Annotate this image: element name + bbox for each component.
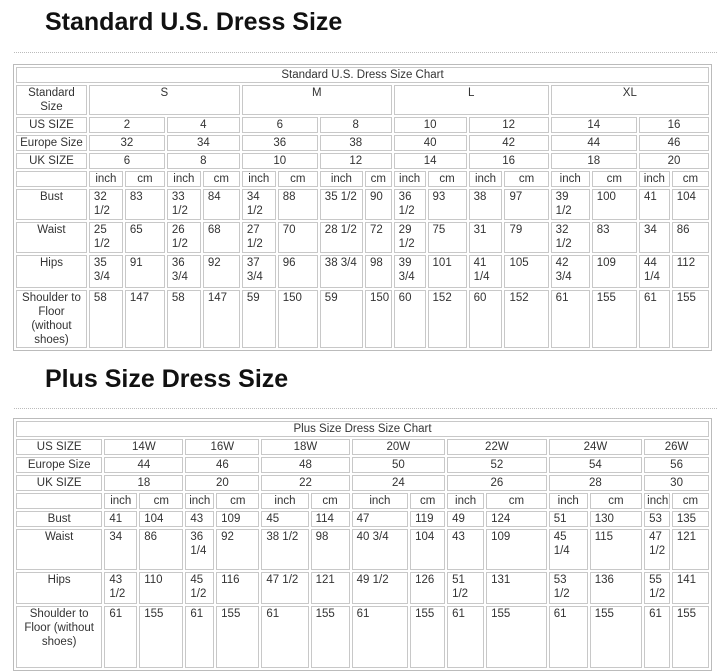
measurement-value: 47 1/2 bbox=[261, 572, 308, 604]
measurement-value: 112 bbox=[672, 255, 709, 288]
measurement-value: 58 bbox=[89, 290, 123, 348]
uk-size-value: 26 bbox=[447, 475, 547, 491]
uk-size-row bbox=[16, 475, 709, 491]
measurement-value: 51 1/2 bbox=[447, 572, 484, 604]
unit-cm: cm bbox=[311, 493, 350, 509]
unit-inch: inch bbox=[185, 493, 214, 509]
measurement-label: Hips bbox=[16, 572, 102, 604]
measurement-value: 29 1/2 bbox=[394, 222, 426, 253]
us-size-value: 26W bbox=[644, 439, 709, 455]
measurement-value: 155 bbox=[410, 606, 445, 668]
eu-size-value: 36 bbox=[242, 135, 318, 151]
measurement-row bbox=[16, 189, 709, 220]
measurement-value: 61 bbox=[447, 606, 484, 668]
measurement-value: 105 bbox=[504, 255, 548, 288]
unit-cm: cm bbox=[504, 171, 548, 187]
measurement-row bbox=[16, 222, 709, 253]
unit-cm: cm bbox=[486, 493, 547, 509]
us-size-value: 14 bbox=[551, 117, 637, 133]
measurement-label: Hips bbox=[16, 255, 87, 288]
measurement-value: 155 bbox=[486, 606, 547, 668]
uk-size-value: 12 bbox=[320, 153, 392, 169]
measurement-row bbox=[16, 511, 709, 527]
eu-size-value: 56 bbox=[644, 457, 709, 473]
standard-size-heading: Standard U.S. Dress Size bbox=[45, 8, 343, 36]
eu-size-value: 48 bbox=[261, 457, 349, 473]
unit-cm: cm bbox=[278, 171, 318, 187]
unit-cm: cm bbox=[203, 171, 240, 187]
uk-size-value: 24 bbox=[352, 475, 445, 491]
caption-row bbox=[16, 67, 709, 83]
measurement-value: 88 bbox=[278, 189, 318, 220]
divider bbox=[14, 408, 717, 409]
measurement-value: 53 1/2 bbox=[549, 572, 588, 604]
measurement-value: 59 bbox=[242, 290, 276, 348]
unit-inch: inch bbox=[242, 171, 276, 187]
unit-inch: inch bbox=[394, 171, 426, 187]
us-size-label: US SIZE bbox=[16, 117, 87, 133]
measurement-value: 83 bbox=[592, 222, 637, 253]
us-size-value: 8 bbox=[320, 117, 392, 133]
measurement-value: 40 3/4 bbox=[352, 529, 409, 570]
uk-size-value: 18 bbox=[551, 153, 637, 169]
eu-size-value: 50 bbox=[352, 457, 445, 473]
measurement-value: 155 bbox=[592, 290, 637, 348]
measurement-value: 42 3/4 bbox=[551, 255, 590, 288]
uk-size-value: 14 bbox=[394, 153, 467, 169]
measurement-value: 109 bbox=[216, 511, 259, 527]
measurement-value: 41 1/4 bbox=[469, 255, 503, 288]
measurement-label: Shoulder to Floor (without shoes) bbox=[16, 290, 87, 348]
measurement-value: 43 1/2 bbox=[104, 572, 137, 604]
measurement-value: 124 bbox=[486, 511, 547, 527]
standard-size-label: Standard Size bbox=[16, 85, 87, 115]
measurement-value: 61 bbox=[261, 606, 308, 668]
chart-caption: Standard U.S. Dress Size Chart bbox=[16, 67, 709, 83]
eu-size-value: 52 bbox=[447, 457, 547, 473]
eu-size-value: 34 bbox=[167, 135, 240, 151]
caption-row bbox=[16, 421, 709, 437]
measurement-value: 150 bbox=[278, 290, 318, 348]
measurement-value: 97 bbox=[504, 189, 548, 220]
measurement-value: 130 bbox=[590, 511, 642, 527]
measurement-value: 92 bbox=[203, 255, 240, 288]
unit-inch: inch bbox=[447, 493, 484, 509]
unit-cm: cm bbox=[139, 493, 183, 509]
measurement-value: 155 bbox=[672, 290, 709, 348]
measurement-value: 38 3/4 bbox=[320, 255, 363, 288]
eu-size-value: 46 bbox=[185, 457, 259, 473]
uk-size-value: 16 bbox=[469, 153, 549, 169]
measurement-row bbox=[16, 572, 709, 604]
chart-caption: Plus Size Dress Size Chart bbox=[16, 421, 709, 437]
eu-size-row bbox=[16, 135, 709, 151]
measurement-value: 135 bbox=[672, 511, 709, 527]
us-size-row bbox=[16, 117, 709, 133]
measurement-value: 75 bbox=[428, 222, 467, 253]
eu-size-label: Europe Size bbox=[16, 457, 102, 473]
measurement-value: 31 bbox=[469, 222, 503, 253]
measurement-value: 65 bbox=[125, 222, 165, 253]
measurement-value: 61 bbox=[549, 606, 588, 668]
measurement-row bbox=[16, 290, 709, 348]
measurement-value: 68 bbox=[203, 222, 240, 253]
measurement-value: 45 1/2 bbox=[185, 572, 214, 604]
measurement-value: 119 bbox=[410, 511, 445, 527]
measurement-value: 43 bbox=[447, 529, 484, 570]
measurement-value: 47 bbox=[352, 511, 409, 527]
us-size-value: 24W bbox=[549, 439, 642, 455]
unit-row bbox=[16, 171, 709, 187]
measurement-value: 45 1/4 bbox=[549, 529, 588, 570]
measurement-value: 51 bbox=[549, 511, 588, 527]
standard-size-chart bbox=[13, 64, 712, 351]
measurement-value: 147 bbox=[125, 290, 165, 348]
measurement-value: 114 bbox=[311, 511, 350, 527]
us-size-value: 16 bbox=[639, 117, 709, 133]
measurement-value: 47 1/2 bbox=[644, 529, 670, 570]
plus-size-heading: Plus Size Dress Size bbox=[45, 365, 289, 393]
measurement-value: 152 bbox=[504, 290, 548, 348]
measurement-value: 92 bbox=[216, 529, 259, 570]
measurement-value: 39 1/2 bbox=[551, 189, 590, 220]
measurement-value: 86 bbox=[672, 222, 709, 253]
measurement-value: 109 bbox=[486, 529, 547, 570]
measurement-label: Shoulder to Floor (without shoes) bbox=[16, 606, 102, 668]
eu-size-value: 44 bbox=[551, 135, 637, 151]
measurement-value: 32 1/2 bbox=[551, 222, 590, 253]
measurement-label: Waist bbox=[16, 529, 102, 570]
eu-size-label: Europe Size bbox=[16, 135, 87, 151]
measurement-value: 28 1/2 bbox=[320, 222, 363, 253]
measurement-label: Bust bbox=[16, 511, 102, 527]
unit-row bbox=[16, 493, 709, 509]
measurement-value: 136 bbox=[590, 572, 642, 604]
us-size-value: 10 bbox=[394, 117, 467, 133]
measurement-value: 39 3/4 bbox=[394, 255, 426, 288]
eu-size-value: 32 bbox=[89, 135, 165, 151]
measurement-value: 98 bbox=[365, 255, 392, 288]
unit-cm: cm bbox=[125, 171, 165, 187]
divider bbox=[14, 52, 717, 53]
measurement-value: 101 bbox=[428, 255, 467, 288]
eu-size-row bbox=[16, 457, 709, 473]
uk-size-value: 20 bbox=[639, 153, 709, 169]
measurement-value: 41 bbox=[104, 511, 137, 527]
measurement-value: 155 bbox=[311, 606, 350, 668]
measurement-value: 104 bbox=[139, 511, 183, 527]
measurement-value: 26 1/2 bbox=[167, 222, 201, 253]
measurement-value: 55 1/2 bbox=[644, 572, 670, 604]
unit-inch: inch bbox=[551, 171, 590, 187]
measurement-value: 83 bbox=[125, 189, 165, 220]
measurement-value: 104 bbox=[672, 189, 709, 220]
measurement-value: 25 1/2 bbox=[89, 222, 123, 253]
letter-size: M bbox=[242, 85, 392, 115]
measurement-value: 115 bbox=[590, 529, 642, 570]
letter-size: S bbox=[89, 85, 240, 115]
measurement-row bbox=[16, 606, 709, 668]
measurement-row bbox=[16, 529, 709, 570]
measurement-value: 33 1/2 bbox=[167, 189, 201, 220]
us-size-label: US SIZE bbox=[16, 439, 102, 455]
measurement-value: 41 bbox=[639, 189, 670, 220]
unit-inch: inch bbox=[469, 171, 503, 187]
unit-cm: cm bbox=[672, 171, 709, 187]
measurement-value: 98 bbox=[311, 529, 350, 570]
us-size-value: 16W bbox=[185, 439, 259, 455]
us-size-value: 4 bbox=[167, 117, 240, 133]
measurement-value: 109 bbox=[592, 255, 637, 288]
measurement-value: 32 1/2 bbox=[89, 189, 123, 220]
uk-size-label: UK SIZE bbox=[16, 153, 87, 169]
measurement-value: 70 bbox=[278, 222, 318, 253]
measurement-value: 61 bbox=[104, 606, 137, 668]
measurement-value: 38 1/2 bbox=[261, 529, 308, 570]
measurement-value: 155 bbox=[590, 606, 642, 668]
measurement-value: 116 bbox=[216, 572, 259, 604]
measurement-row bbox=[16, 255, 709, 288]
unit-inch: inch bbox=[352, 493, 409, 509]
measurement-value: 93 bbox=[428, 189, 467, 220]
measurement-value: 141 bbox=[672, 572, 709, 604]
measurement-value: 72 bbox=[365, 222, 392, 253]
measurement-value: 49 bbox=[447, 511, 484, 527]
measurement-value: 36 1/2 bbox=[394, 189, 426, 220]
measurement-value: 45 bbox=[261, 511, 308, 527]
measurement-value: 104 bbox=[410, 529, 445, 570]
measurement-value: 27 1/2 bbox=[242, 222, 276, 253]
measurement-value: 84 bbox=[203, 189, 240, 220]
unit-cm: cm bbox=[428, 171, 467, 187]
measurement-value: 35 1/2 bbox=[320, 189, 363, 220]
unit-cm: cm bbox=[590, 493, 642, 509]
measurement-value: 61 bbox=[551, 290, 590, 348]
measurement-value: 96 bbox=[278, 255, 318, 288]
uk-size-value: 20 bbox=[185, 475, 259, 491]
measurement-value: 60 bbox=[469, 290, 503, 348]
uk-size-value: 22 bbox=[261, 475, 349, 491]
unit-inch: inch bbox=[89, 171, 123, 187]
us-size-value: 18W bbox=[261, 439, 349, 455]
letter-size: XL bbox=[551, 85, 709, 115]
uk-size-value: 6 bbox=[89, 153, 165, 169]
us-size-value: 22W bbox=[447, 439, 547, 455]
eu-size-value: 54 bbox=[549, 457, 642, 473]
measurement-label: Waist bbox=[16, 222, 87, 253]
us-size-value: 6 bbox=[242, 117, 318, 133]
uk-size-value: 8 bbox=[167, 153, 240, 169]
unit-cm: cm bbox=[410, 493, 445, 509]
measurement-value: 90 bbox=[365, 189, 392, 220]
measurement-value: 100 bbox=[592, 189, 637, 220]
measurement-value: 34 1/2 bbox=[242, 189, 276, 220]
uk-size-label: UK SIZE bbox=[16, 475, 102, 491]
unit-cm: cm bbox=[672, 493, 709, 509]
measurement-value: 58 bbox=[167, 290, 201, 348]
measurement-value: 91 bbox=[125, 255, 165, 288]
eu-size-value: 40 bbox=[394, 135, 467, 151]
unit-inch: inch bbox=[167, 171, 201, 187]
unit-inch: inch bbox=[644, 493, 670, 509]
unit-inch: inch bbox=[320, 171, 363, 187]
measurement-value: 155 bbox=[672, 606, 709, 668]
measurement-value: 53 bbox=[644, 511, 670, 527]
unit-inch: inch bbox=[261, 493, 308, 509]
measurement-value: 34 bbox=[639, 222, 670, 253]
measurement-value: 131 bbox=[486, 572, 547, 604]
measurement-value: 34 bbox=[104, 529, 137, 570]
measurement-label: Bust bbox=[16, 189, 87, 220]
measurement-value: 61 bbox=[352, 606, 409, 668]
measurement-value: 38 bbox=[469, 189, 503, 220]
unit-cm: cm bbox=[592, 171, 637, 187]
measurement-value: 147 bbox=[203, 290, 240, 348]
us-size-value: 12 bbox=[469, 117, 549, 133]
us-size-value: 20W bbox=[352, 439, 445, 455]
unit-inch: inch bbox=[549, 493, 588, 509]
eu-size-value: 42 bbox=[469, 135, 549, 151]
measurement-value: 59 bbox=[320, 290, 363, 348]
measurement-value: 121 bbox=[672, 529, 709, 570]
measurement-value: 44 1/4 bbox=[639, 255, 670, 288]
measurement-value: 110 bbox=[139, 572, 183, 604]
unit-inch: inch bbox=[104, 493, 137, 509]
uk-size-value: 28 bbox=[549, 475, 642, 491]
measurement-value: 36 3/4 bbox=[167, 255, 201, 288]
measurement-value: 121 bbox=[311, 572, 350, 604]
unit-cm: cm bbox=[216, 493, 259, 509]
unit-row-blank bbox=[16, 171, 87, 187]
unit-inch: inch bbox=[639, 171, 670, 187]
unit-row-blank bbox=[16, 493, 102, 509]
measurement-value: 79 bbox=[504, 222, 548, 253]
uk-size-row bbox=[16, 153, 709, 169]
measurement-value: 49 1/2 bbox=[352, 572, 409, 604]
us-size-row bbox=[16, 439, 709, 455]
measurement-value: 61 bbox=[639, 290, 670, 348]
us-size-value: 14W bbox=[104, 439, 183, 455]
measurement-value: 61 bbox=[644, 606, 670, 668]
measurement-value: 43 bbox=[185, 511, 214, 527]
measurement-value: 155 bbox=[139, 606, 183, 668]
measurement-value: 61 bbox=[185, 606, 214, 668]
uk-size-value: 10 bbox=[242, 153, 318, 169]
measurement-value: 60 bbox=[394, 290, 426, 348]
measurement-value: 86 bbox=[139, 529, 183, 570]
eu-size-value: 38 bbox=[320, 135, 392, 151]
measurement-value: 37 3/4 bbox=[242, 255, 276, 288]
measurement-value: 126 bbox=[410, 572, 445, 604]
eu-size-value: 46 bbox=[639, 135, 709, 151]
unit-cm: cm bbox=[365, 171, 392, 187]
us-size-value: 2 bbox=[89, 117, 165, 133]
measurement-value: 35 3/4 bbox=[89, 255, 123, 288]
eu-size-value: 44 bbox=[104, 457, 183, 473]
measurement-value: 152 bbox=[428, 290, 467, 348]
uk-size-value: 30 bbox=[644, 475, 709, 491]
measurement-value: 155 bbox=[216, 606, 259, 668]
letter-size: L bbox=[394, 85, 549, 115]
measurement-value: 150 bbox=[365, 290, 392, 348]
measurement-value: 36 1/4 bbox=[185, 529, 214, 570]
plus-size-chart bbox=[13, 418, 712, 671]
uk-size-value: 18 bbox=[104, 475, 183, 491]
letter-size-row bbox=[16, 85, 709, 115]
